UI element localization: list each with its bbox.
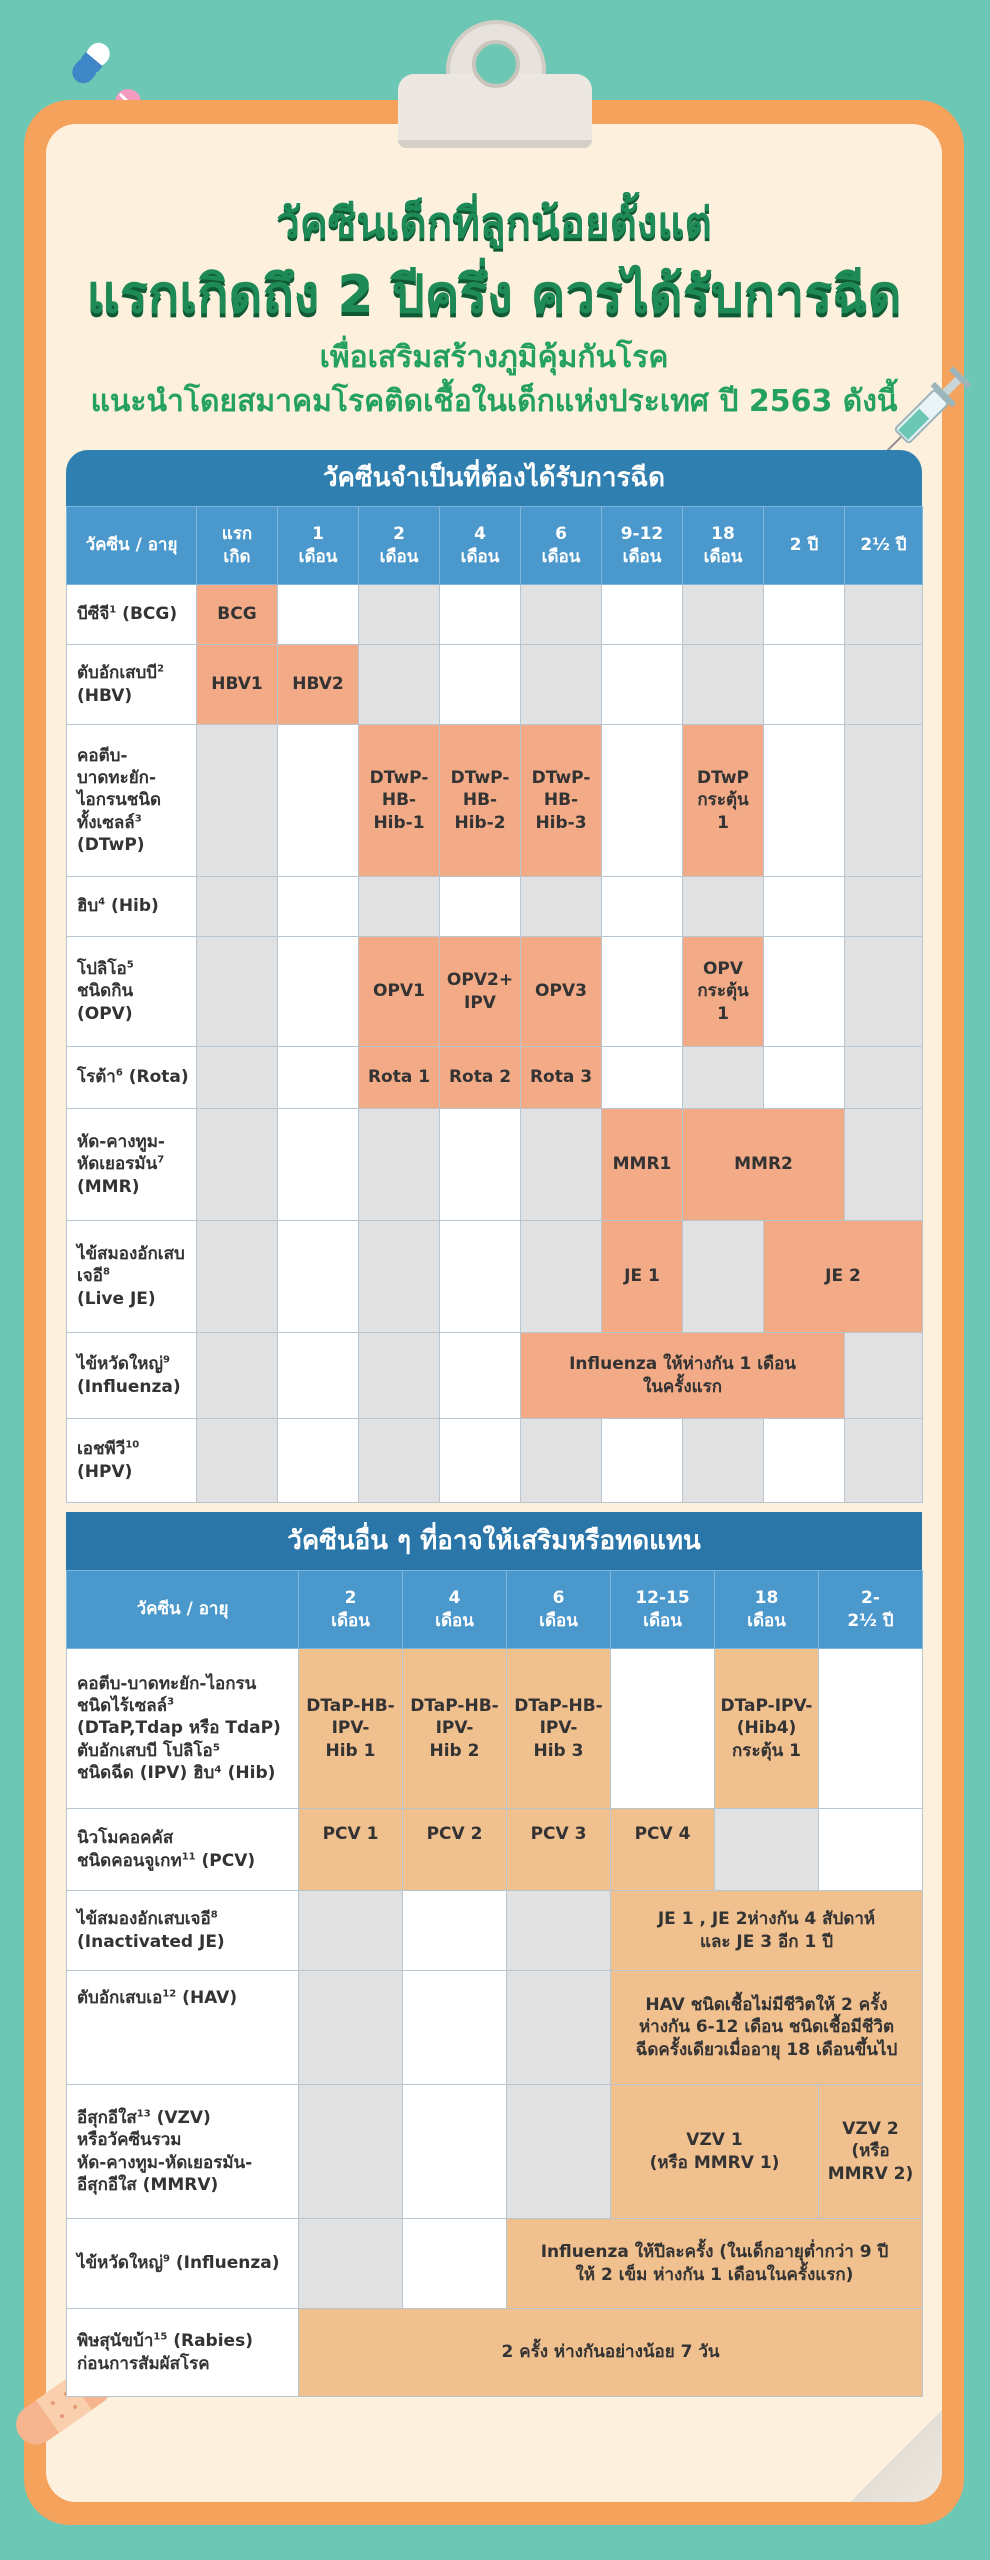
- table-row: [67, 2219, 923, 2309]
- table-row: [67, 1333, 923, 1419]
- cell-pcv4: PCV 4: [611, 1809, 715, 1891]
- row-label-hpv: เอชพีวี$^{10}$ (HPV): [67, 1419, 197, 1503]
- t2-header-label: วัคซีน / อายุ: [67, 1571, 299, 1649]
- row-label-mmr: หัด-คางทูม- หัดเยอรมัน$^7$ (MMR): [67, 1109, 197, 1221]
- subtitle-line2: แนะนำโดยสมาคมโรคติดเชื้อในเด็กแห่งประเทศ ปี 2563 ดังนี้: [90, 384, 898, 419]
- cell-hbv2: HBV2: [278, 645, 359, 725]
- cell-influenza-2: Influenza ให้ปีละครั้ง (ในเด็กอายุต่ำกว่า 9 ปี ให้ 2 เข็ม ห่างกัน 1 เดือนในครั้งแรก): [507, 2219, 923, 2309]
- table-row: [67, 1649, 923, 1809]
- row-label-hav: ตับอักเสบเอ$^{12}$ (HAV): [67, 1971, 299, 2085]
- cell-opv-booster: OPV กระตุ้น 1: [683, 937, 764, 1047]
- cell-pcv2: PCV 2: [403, 1809, 507, 1891]
- table-row: [67, 725, 923, 877]
- table-row: [67, 1221, 923, 1333]
- t1-header-label: วัคซีน / อายุ: [67, 507, 197, 585]
- cell-je2: JE 2: [764, 1221, 923, 1333]
- table-row: [67, 1809, 923, 1891]
- cell-rota3: Rota 3: [521, 1047, 602, 1109]
- cell-je1: JE 1: [602, 1221, 683, 1333]
- capsule-icon: [66, 38, 116, 88]
- table2-title: วัคซีนอื่น ๆ ที่อาจให้เสริมหรือทดแทน: [66, 1512, 922, 1570]
- cell-mmr1: MMR1: [602, 1109, 683, 1221]
- t1-col-4m: 4 เดือน: [440, 507, 521, 585]
- table-row: [67, 585, 923, 645]
- row-label-opv: โปลิโอ$^5$ ชนิดกิน (OPV): [67, 937, 197, 1047]
- row-label-hib: ฮิบ$^4$ (Hib): [67, 877, 197, 937]
- t1-col-6m: 6 เดือน: [521, 507, 602, 585]
- row-label-live-je: ไข้สมองอักเสบ เจอี$^8$ (Live JE): [67, 1221, 197, 1333]
- t1-col-9-12m: 9-12 เดือน: [602, 507, 683, 585]
- table-row: [67, 937, 923, 1047]
- t1-col-2m: 2 เดือน: [359, 507, 440, 585]
- row-label-vzv: อีสุกอีใส$^{13}$ (VZV) หรือวัคซีนรวม หัด-คางทูม-หัดเยอรมัน- อีสุกอีใส (MMRV): [67, 2085, 299, 2219]
- t2-col-4m: 4 เดือน: [403, 1571, 507, 1649]
- row-label-dtap: คอตีบ-บาดทะยัก-ไอกรน ชนิดไร้เซลล์$^3$ (DTaP,Tdap หรือ TdaP) ตับอักเสบบี โปลิโอ⁵ ชนิดฉีด (IPV) ฮิบ⁴ (Hib): [67, 1649, 299, 1809]
- table-row: [67, 1971, 923, 2085]
- cell-dtap-booster: DTaP-IPV- (Hib4) กระตุ้น 1: [715, 1649, 819, 1809]
- row-label-rota: โรต้า$^6$ (Rota): [67, 1047, 197, 1109]
- table-row: [67, 645, 923, 725]
- t1-col-1m: 1 เดือน: [278, 507, 359, 585]
- t2-col-2m: 2 เดือน: [299, 1571, 403, 1649]
- row-label-influenza: ไข้หวัดใหญ่$^9$ (Influenza): [67, 1333, 197, 1419]
- page-title-line1: วัคซีนเด็กที่ลูกน้อยตั้งแต่: [276, 198, 712, 247]
- cell-pcv3: PCV 3: [507, 1809, 611, 1891]
- cell-vzv1: VZV 1 (หรือ MMRV 1): [611, 2085, 819, 2219]
- page-title-line2: แรกเกิดถึง 2 ปีครึ่ง ควรได้รับการฉีด: [86, 265, 902, 325]
- cell-hbv1: HBV1: [197, 645, 278, 725]
- t1-col-18m: 18 เดือน: [683, 507, 764, 585]
- cell-inactivated-je: JE 1 , JE 2ห่างกัน 4 สัปดาห์ และ JE 3 อีก 1 ปี: [611, 1891, 923, 1971]
- table-row: [67, 2085, 923, 2219]
- table-row: [67, 1109, 923, 1221]
- row-label-hbv: ตับอักเสบบี$^2$ (HBV): [67, 645, 197, 725]
- row-label-pcv: นิวโมคอคคัส ชนิดคอนจูเกท$^{11}$ (PCV): [67, 1809, 299, 1891]
- cell-opv3: OPV3: [521, 937, 602, 1047]
- row-label-dtwp: คอตีบ- บาดทะยัก- ไอกรนชนิด ทั้งเซลล์$^3$ (DTwP): [67, 725, 197, 877]
- page-curl: [850, 2410, 942, 2502]
- table-row: [67, 1891, 923, 1971]
- t2-col-2-2-5y: 2- 2½ ปี: [819, 1571, 923, 1649]
- mandatory-vaccine-table: [66, 506, 923, 1503]
- cell-dtwp-3: DTwP- HB- Hib-3: [521, 725, 602, 877]
- cell-dtap-2: DTaP-HB- IPV- Hib 2: [403, 1649, 507, 1809]
- cell-hav: HAV ชนิดเชื้อไม่มีชีวิตให้ 2 ครั้ง ห่างกัน 6-12 เดือน ชนิดเชื้อมีชีวิต ฉีดครั้งเดียวเมื่ออายุ 18 เดือนขึ้นไป: [611, 1971, 923, 2085]
- cell-rota1: Rota 1: [359, 1047, 440, 1109]
- cell-influenza: Influenza ให้ห่างกัน 1 เดือน ในครั้งแรก: [521, 1333, 845, 1419]
- table1-title: วัคซีนจำเป็นที่ต้องได้รับการฉีด: [66, 450, 922, 506]
- t2-col-6m: 6 เดือน: [507, 1571, 611, 1649]
- row-label-influenza-2: ไข้หวัดใหญ่$^9$ (Influenza): [67, 2219, 299, 2309]
- row-label-inactivated-je: ไข้สมองอักเสบเจอี$^8$ (Inactivated JE): [67, 1891, 299, 1971]
- cell-rabies: 2 ครั้ง ห่างกันอย่างน้อย 7 วัน: [299, 2309, 923, 2397]
- cell-rota2: Rota 2: [440, 1047, 521, 1109]
- t1-col-birth: แรก เกิด: [197, 507, 278, 585]
- cell-dtap-1: DTaP-HB- IPV- Hib 1: [299, 1649, 403, 1809]
- row-label-bcg: บีซีจี$^1$ (BCG): [67, 585, 197, 645]
- subtitle-line1: เพื่อเสริมสร้างภูมิคุ้มกันโรค: [319, 340, 669, 375]
- t2-col-18m: 18 เดือน: [715, 1571, 819, 1649]
- cell-opv2: OPV2+ IPV: [440, 937, 521, 1047]
- cell-dtwp-1: DTwP- HB- Hib-1: [359, 725, 440, 877]
- clip-hole: [472, 40, 520, 88]
- cell-pcv1: PCV 1: [299, 1809, 403, 1891]
- table-row: [67, 2309, 923, 2397]
- table-row: [67, 1047, 923, 1109]
- cell-dtwp-2: DTwP- HB- Hib-2: [440, 725, 521, 877]
- cell-opv1: OPV1: [359, 937, 440, 1047]
- t1-col-2y: 2 ปี: [764, 507, 845, 585]
- cell-dtap-3: DTaP-HB- IPV- Hib 3: [507, 1649, 611, 1809]
- cell-vzv2: VZV 2 (หรือ MMRV 2): [819, 2085, 923, 2219]
- table-row: [67, 1419, 923, 1503]
- t1-col-2-5y: 2½ ปี: [845, 507, 923, 585]
- t2-col-12-15m: 12-15 เดือน: [611, 1571, 715, 1649]
- row-label-rabies: พิษสุนัขบ้า$^{15}$ (Rabies) ก่อนการสัมผัสโรค: [67, 2309, 299, 2397]
- table-row: [67, 877, 923, 937]
- cell-bcg: BCG: [197, 585, 278, 645]
- cell-dtwp-booster: DTwP กระตุ้น 1: [683, 725, 764, 877]
- optional-vaccine-table: [66, 1570, 923, 2397]
- cell-mmr2: MMR2: [683, 1109, 845, 1221]
